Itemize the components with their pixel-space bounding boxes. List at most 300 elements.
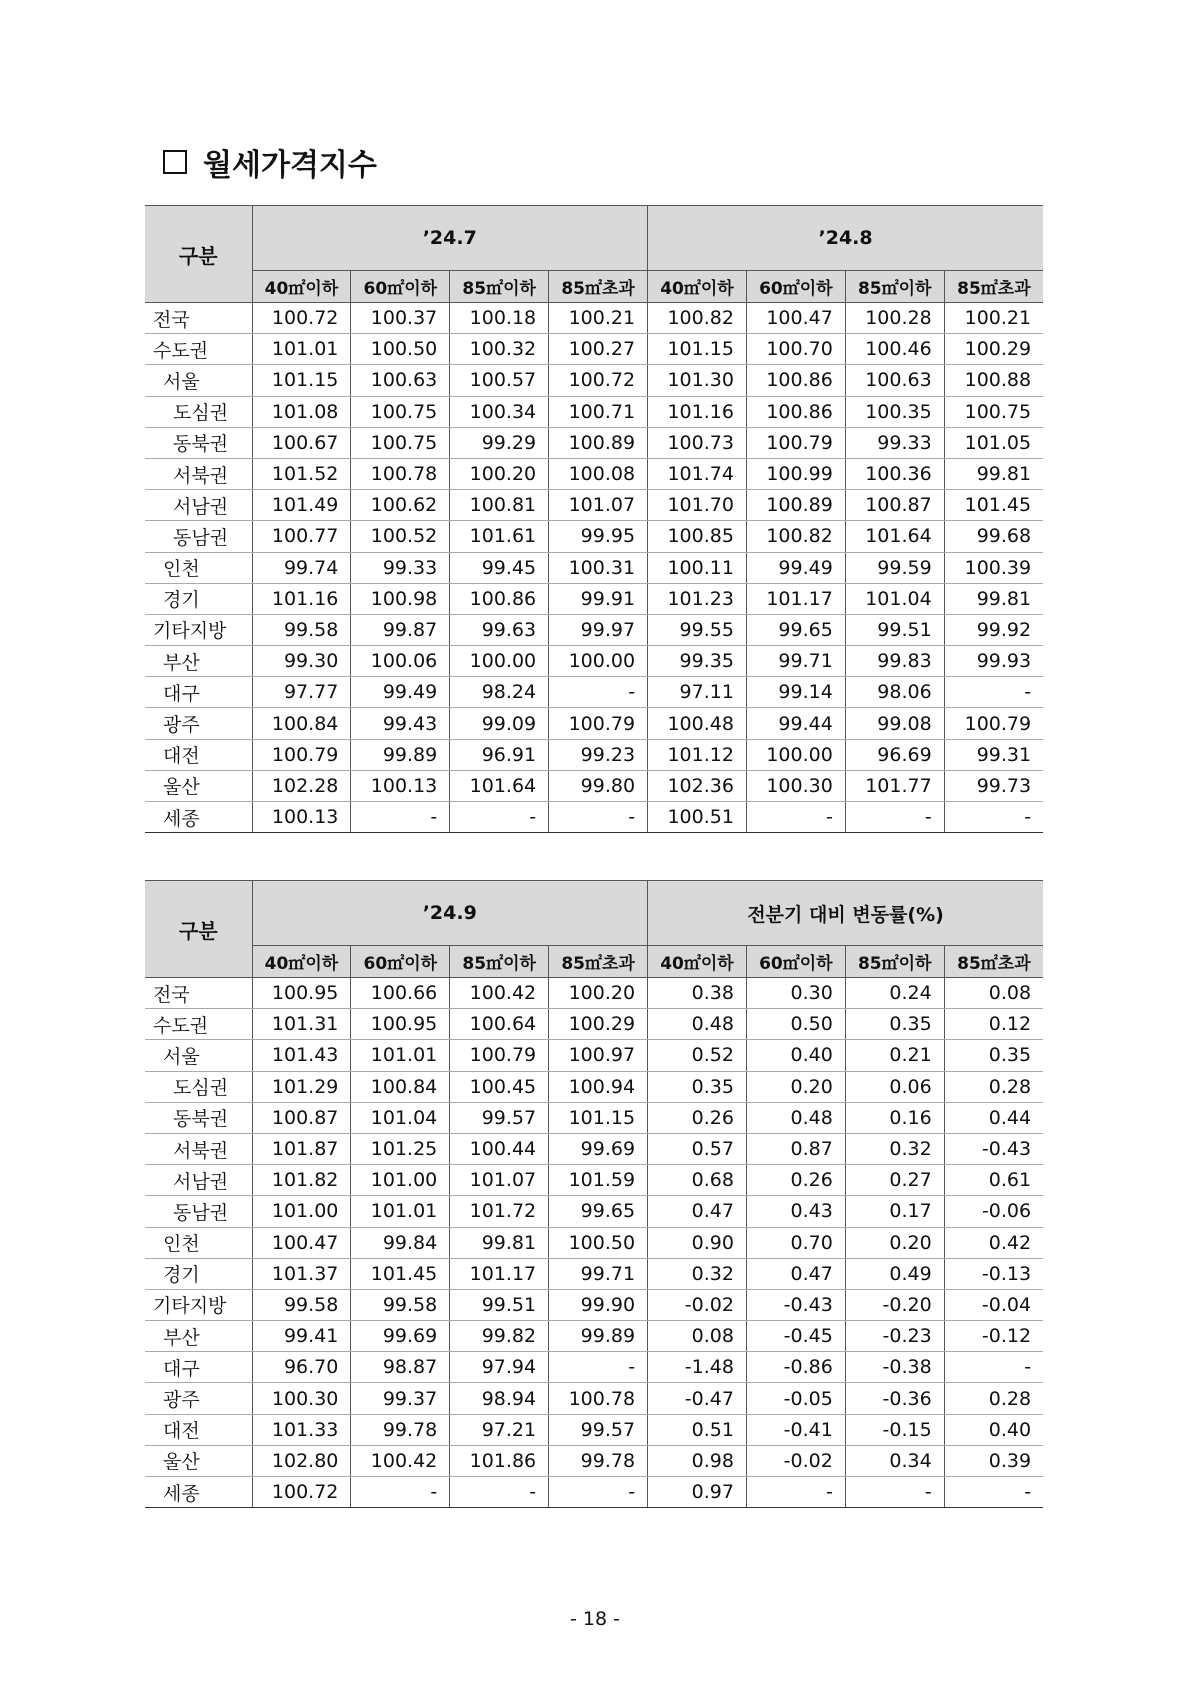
table-row — [145, 1227, 1043, 1258]
table-cell: 100.48 — [648, 708, 747, 739]
row-label: 울산 — [145, 1445, 252, 1476]
table-cell: - — [450, 1477, 549, 1508]
table-cell: - — [944, 677, 1043, 708]
table-cell: 100.31 — [549, 552, 648, 583]
table-cell: 99.51 — [450, 1289, 549, 1320]
table-cell: 101.45 — [351, 1258, 450, 1289]
table-cell: 101.64 — [450, 770, 549, 801]
table-cell: 100.97 — [549, 1040, 648, 1071]
table-cell: -0.36 — [845, 1383, 944, 1414]
table-cell: 0.98 — [648, 1445, 747, 1476]
table-cell: 0.48 — [648, 1009, 747, 1040]
table-cell: 0.34 — [845, 1445, 944, 1476]
table-cell: 100.95 — [351, 1009, 450, 1040]
table-cell: 101.23 — [648, 583, 747, 614]
table-cell: 100.85 — [648, 521, 747, 552]
table-cell: 101.87 — [252, 1133, 351, 1164]
table-cell: 100.79 — [746, 427, 845, 458]
row-label: 도심권 — [145, 1071, 252, 1102]
table-cell: -0.15 — [845, 1414, 944, 1445]
table-cell: - — [944, 1477, 1043, 1508]
row-label: 대전 — [145, 1414, 252, 1445]
table-cell: 0.26 — [648, 1102, 747, 1133]
table-cell: 101.07 — [549, 490, 648, 521]
table-cell: 100.35 — [845, 396, 944, 427]
table-cell: 101.25 — [351, 1133, 450, 1164]
table-cell: 101.04 — [845, 583, 944, 614]
table-cell: 99.35 — [648, 646, 747, 677]
table-cell: 99.81 — [944, 458, 1043, 489]
table-cell: 99.83 — [845, 646, 944, 677]
row-label: 광주 — [145, 1383, 252, 1414]
table-cell: 100.99 — [746, 458, 845, 489]
table-cell: 101.15 — [648, 334, 747, 365]
table-cell: 0.52 — [648, 1040, 747, 1071]
table-cell: 99.45 — [450, 552, 549, 583]
table-cell: 100.98 — [351, 583, 450, 614]
table-cell: 0.21 — [845, 1040, 944, 1071]
table-row — [145, 521, 1043, 552]
table-cell: 101.15 — [252, 365, 351, 396]
table-row — [145, 646, 1043, 677]
table-cell: 99.43 — [351, 708, 450, 739]
header-size-40: 40㎡이하 — [648, 946, 747, 978]
table-cell: 101.15 — [549, 1102, 648, 1133]
row-label: 울산 — [145, 770, 252, 801]
table-cell: 100.21 — [549, 303, 648, 334]
table-cell: 100.73 — [648, 427, 747, 458]
table-cell: 99.80 — [549, 770, 648, 801]
table-cell: 99.78 — [351, 1414, 450, 1445]
table-cell: 99.95 — [549, 521, 648, 552]
table-cell: -0.06 — [944, 1196, 1043, 1227]
table-cell: 100.79 — [252, 739, 351, 770]
table-cell: 100.75 — [351, 427, 450, 458]
table-cell: 99.14 — [746, 677, 845, 708]
table-cell: -0.43 — [746, 1289, 845, 1320]
table-cell: 100.47 — [746, 303, 845, 334]
row-label: 동남권 — [145, 1196, 252, 1227]
table-cell: 101.01 — [252, 334, 351, 365]
table-cell: 100.62 — [351, 490, 450, 521]
table-cell: 101.17 — [450, 1258, 549, 1289]
table-cell: 100.75 — [351, 396, 450, 427]
rent-index-table-sep-change — [145, 880, 1043, 1508]
table-row — [145, 1352, 1043, 1383]
table-cell: 0.16 — [845, 1102, 944, 1133]
table-cell: 99.57 — [450, 1102, 549, 1133]
table-cell: 100.63 — [845, 365, 944, 396]
table-cell: 99.59 — [845, 552, 944, 583]
table-row — [145, 1102, 1043, 1133]
table-cell: 100.42 — [450, 978, 549, 1009]
table-cell: 0.47 — [648, 1196, 747, 1227]
table-row — [145, 1445, 1043, 1476]
table-cell: 99.41 — [252, 1321, 351, 1352]
table-cell: 99.91 — [549, 583, 648, 614]
table-row — [145, 1196, 1043, 1227]
table-cell: - — [845, 802, 944, 833]
table-cell: 100.67 — [252, 427, 351, 458]
table-cell: 0.49 — [845, 1258, 944, 1289]
table-cell: 0.20 — [746, 1071, 845, 1102]
table-cell: 101.05 — [944, 427, 1043, 458]
table-cell: - — [944, 1352, 1043, 1383]
table-cell: 100.77 — [252, 521, 351, 552]
header-category: 구분 — [145, 206, 252, 303]
table-cell: 0.51 — [648, 1414, 747, 1445]
table-cell: 100.75 — [944, 396, 1043, 427]
header-size-60: 60㎡이하 — [351, 946, 450, 978]
table-row — [145, 1383, 1043, 1414]
table-cell: 100.82 — [746, 521, 845, 552]
header-period-group: ’24.8 — [648, 206, 1044, 271]
table-cell: - — [549, 1352, 648, 1383]
table-cell: 99.87 — [351, 614, 450, 645]
table-row — [145, 1165, 1043, 1196]
table-cell: 100.78 — [351, 458, 450, 489]
row-label: 대구 — [145, 677, 252, 708]
table-cell: 101.31 — [252, 1009, 351, 1040]
table-cell: 100.13 — [351, 770, 450, 801]
row-label: 서북권 — [145, 1133, 252, 1164]
table-cell: -0.02 — [648, 1289, 747, 1320]
table-cell: 99.33 — [351, 552, 450, 583]
table-cell: 0.40 — [746, 1040, 845, 1071]
table-cell: - — [845, 1477, 944, 1508]
table-cell: 100.39 — [944, 552, 1043, 583]
table-cell: 100.18 — [450, 303, 549, 334]
table-cell: 0.08 — [648, 1321, 747, 1352]
table-row — [145, 583, 1043, 614]
table-cell: 99.63 — [450, 614, 549, 645]
row-label: 동북권 — [145, 1102, 252, 1133]
table-cell: 0.12 — [944, 1009, 1043, 1040]
table-row — [145, 427, 1043, 458]
table-cell: - — [351, 802, 450, 833]
row-label: 서울 — [145, 1040, 252, 1071]
table-cell: 97.11 — [648, 677, 747, 708]
table-cell: 101.29 — [252, 1071, 351, 1102]
table-cell: 100.79 — [944, 708, 1043, 739]
header-size-85-over: 85㎡초과 — [944, 271, 1043, 303]
table-cell: 101.00 — [252, 1196, 351, 1227]
header-size-85-over: 85㎡초과 — [549, 271, 648, 303]
table-cell: -0.45 — [746, 1321, 845, 1352]
table-cell: 0.87 — [746, 1133, 845, 1164]
table-cell: 101.17 — [746, 583, 845, 614]
table-cell: 99.44 — [746, 708, 845, 739]
row-label: 세종 — [145, 802, 252, 833]
table-row — [145, 739, 1043, 770]
table-cell: 0.35 — [845, 1009, 944, 1040]
table-cell: 0.32 — [845, 1133, 944, 1164]
table-cell: 99.93 — [944, 646, 1043, 677]
table-row — [145, 1133, 1043, 1164]
table-cell: 101.74 — [648, 458, 747, 489]
table-cell: 99.81 — [944, 583, 1043, 614]
table-cell: 99.92 — [944, 614, 1043, 645]
table-cell: 100.42 — [351, 1445, 450, 1476]
table-cell: 0.40 — [944, 1414, 1043, 1445]
table-cell: 0.24 — [845, 978, 944, 1009]
table-cell: 99.58 — [252, 1289, 351, 1320]
table-cell: 101.77 — [845, 770, 944, 801]
table-cell: 101.16 — [252, 583, 351, 614]
table-cell: 99.49 — [351, 677, 450, 708]
table-cell: 0.28 — [944, 1383, 1043, 1414]
table-cell: 101.37 — [252, 1258, 351, 1289]
table-cell: 101.16 — [648, 396, 747, 427]
table-cell: 101.70 — [648, 490, 747, 521]
table-cell: 0.17 — [845, 1196, 944, 1227]
table-cell: 101.86 — [450, 1445, 549, 1476]
table-row — [145, 490, 1043, 521]
table-cell: 101.49 — [252, 490, 351, 521]
table-cell: 99.73 — [944, 770, 1043, 801]
table-cell: 99.81 — [450, 1227, 549, 1258]
table-cell: 100.28 — [845, 303, 944, 334]
table-cell: 101.43 — [252, 1040, 351, 1071]
table-cell: 100.86 — [746, 396, 845, 427]
table-cell: 100.06 — [351, 646, 450, 677]
table-cell: 0.39 — [944, 1445, 1043, 1476]
table-cell: 101.30 — [648, 365, 747, 396]
table-row — [145, 1258, 1043, 1289]
table-cell: 100.87 — [845, 490, 944, 521]
table-cell: -0.12 — [944, 1321, 1043, 1352]
table-cell: 97.21 — [450, 1414, 549, 1445]
table-cell: 100.89 — [746, 490, 845, 521]
table-cell: 0.43 — [746, 1196, 845, 1227]
row-label: 경기 — [145, 583, 252, 614]
table-row — [145, 802, 1043, 833]
table-cell: 101.64 — [845, 521, 944, 552]
row-label: 서남권 — [145, 490, 252, 521]
table-cell: 99.84 — [351, 1227, 450, 1258]
table-cell: 100.36 — [845, 458, 944, 489]
table-cell: 99.33 — [845, 427, 944, 458]
table-cell: 96.91 — [450, 739, 549, 770]
checkbox-square-icon — [163, 150, 187, 174]
table-row — [145, 1477, 1043, 1508]
table-cell: 101.59 — [549, 1165, 648, 1196]
table-cell: 99.65 — [746, 614, 845, 645]
table-cell: 100.29 — [549, 1009, 648, 1040]
table-cell: 100.72 — [252, 303, 351, 334]
table-cell: 100.78 — [549, 1383, 648, 1414]
table-cell: -0.20 — [845, 1289, 944, 1320]
table-cell: 100.50 — [351, 334, 450, 365]
table-cell: 100.57 — [450, 365, 549, 396]
table-cell: 99.30 — [252, 646, 351, 677]
table-cell: 100.72 — [549, 365, 648, 396]
header-change-group: 전분기 대비 변동률(%) — [648, 881, 1044, 946]
table-cell: 101.08 — [252, 396, 351, 427]
table-cell: 100.64 — [450, 1009, 549, 1040]
table-cell: 0.26 — [746, 1165, 845, 1196]
table-row — [145, 1009, 1043, 1040]
table-cell: 102.80 — [252, 1445, 351, 1476]
table-cell: 0.32 — [648, 1258, 747, 1289]
table-cell: 0.27 — [845, 1165, 944, 1196]
row-label: 서울 — [145, 365, 252, 396]
row-label: 수도권 — [145, 1009, 252, 1040]
row-label: 경기 — [145, 1258, 252, 1289]
table-cell: 0.38 — [648, 978, 747, 1009]
section-title — [163, 140, 377, 184]
table-cell: 100.08 — [549, 458, 648, 489]
table-cell: 99.58 — [252, 614, 351, 645]
table-cell: -0.38 — [845, 1352, 944, 1383]
table-cell: 101.07 — [450, 1165, 549, 1196]
table-cell: 101.04 — [351, 1102, 450, 1133]
table-cell: 0.47 — [746, 1258, 845, 1289]
row-label: 부산 — [145, 646, 252, 677]
table-cell: 0.08 — [944, 978, 1043, 1009]
table-cell: -1.48 — [648, 1352, 747, 1383]
table-cell: 100.84 — [252, 708, 351, 739]
page-number: - 18 - — [570, 1608, 620, 1630]
table-cell: 0.44 — [944, 1102, 1043, 1133]
table-row — [145, 1040, 1043, 1071]
table-row — [145, 303, 1043, 334]
table-cell: 100.88 — [944, 365, 1043, 396]
table-cell: 0.97 — [648, 1477, 747, 1508]
table-cell: 0.42 — [944, 1227, 1043, 1258]
table-cell: -0.47 — [648, 1383, 747, 1414]
table-cell: 99.57 — [549, 1414, 648, 1445]
table-cell: 102.28 — [252, 770, 351, 801]
table-cell: 100.13 — [252, 802, 351, 833]
row-label: 기타지방 — [145, 614, 252, 645]
table-cell: 100.32 — [450, 334, 549, 365]
table-cell: 100.71 — [549, 396, 648, 427]
table-cell: 98.94 — [450, 1383, 549, 1414]
table-cell: -0.04 — [944, 1289, 1043, 1320]
table-cell: 0.48 — [746, 1102, 845, 1133]
header-size-40: 40㎡이하 — [252, 946, 351, 978]
table-cell: - — [944, 802, 1043, 833]
table-cell: 99.55 — [648, 614, 747, 645]
row-label: 인천 — [145, 552, 252, 583]
row-label: 동남권 — [145, 521, 252, 552]
table-cell: -0.43 — [944, 1133, 1043, 1164]
table-cell: 0.57 — [648, 1133, 747, 1164]
table-cell: 100.30 — [746, 770, 845, 801]
table-cell: 98.24 — [450, 677, 549, 708]
table-cell: 100.79 — [549, 708, 648, 739]
table-cell: 99.31 — [944, 739, 1043, 770]
table-cell: 100.82 — [648, 303, 747, 334]
header-size-85-over: 85㎡초과 — [944, 946, 1043, 978]
table-cell: - — [746, 802, 845, 833]
table-cell: 100.46 — [845, 334, 944, 365]
table-row — [145, 1289, 1043, 1320]
header-size-40: 40㎡이하 — [648, 271, 747, 303]
row-label: 대구 — [145, 1352, 252, 1383]
table-cell: 100.21 — [944, 303, 1043, 334]
rent-index-table-jul-aug — [145, 205, 1043, 833]
row-label: 서북권 — [145, 458, 252, 489]
table-cell: 100.20 — [549, 978, 648, 1009]
section-title-text: 월세가격지수 — [203, 148, 377, 183]
header-size-85: 85㎡이하 — [845, 946, 944, 978]
table-cell: - — [549, 677, 648, 708]
table-cell: 98.06 — [845, 677, 944, 708]
header-size-85: 85㎡이하 — [450, 946, 549, 978]
table-cell: 96.70 — [252, 1352, 351, 1383]
header-size-60: 60㎡이하 — [351, 271, 450, 303]
table-cell: 0.90 — [648, 1227, 747, 1258]
table-cell: 101.61 — [450, 521, 549, 552]
row-label: 도심권 — [145, 396, 252, 427]
table-cell: 0.68 — [648, 1165, 747, 1196]
table-cell: 101.72 — [450, 1196, 549, 1227]
table-cell: 99.78 — [549, 1445, 648, 1476]
header-size-60: 60㎡이하 — [746, 946, 845, 978]
header-period-group: ’24.7 — [252, 206, 648, 271]
table-cell: 100.86 — [746, 365, 845, 396]
table-cell: 100.20 — [450, 458, 549, 489]
table-cell: 99.51 — [845, 614, 944, 645]
table-cell: 99.97 — [549, 614, 648, 645]
table-cell: 100.29 — [944, 334, 1043, 365]
table-cell: 100.63 — [351, 365, 450, 396]
row-label: 세종 — [145, 1477, 252, 1508]
header-period-group: ’24.9 — [252, 881, 648, 946]
row-label: 광주 — [145, 708, 252, 739]
table-cell: 0.35 — [944, 1040, 1043, 1071]
row-label: 서남권 — [145, 1165, 252, 1196]
table-cell: 0.30 — [746, 978, 845, 1009]
table-cell: 101.00 — [351, 1165, 450, 1196]
table-cell: 0.28 — [944, 1071, 1043, 1102]
table-cell: 100.94 — [549, 1071, 648, 1102]
table-row — [145, 1071, 1043, 1102]
table-cell: 100.44 — [450, 1133, 549, 1164]
table-cell: 99.89 — [549, 1321, 648, 1352]
table-cell: 99.90 — [549, 1289, 648, 1320]
table-cell: 99.65 — [549, 1196, 648, 1227]
table-cell: 100.70 — [746, 334, 845, 365]
table-cell: 99.49 — [746, 552, 845, 583]
row-label: 부산 — [145, 1321, 252, 1352]
table-cell: 99.74 — [252, 552, 351, 583]
table-row — [145, 978, 1043, 1009]
table-cell: 100.51 — [648, 802, 747, 833]
table-cell: -0.23 — [845, 1321, 944, 1352]
table-cell: 102.36 — [648, 770, 747, 801]
table-cell: 99.82 — [450, 1321, 549, 1352]
table-cell: 99.08 — [845, 708, 944, 739]
table-cell: 100.00 — [450, 646, 549, 677]
table-row — [145, 458, 1043, 489]
table-cell: 100.52 — [351, 521, 450, 552]
table-cell: 100.81 — [450, 490, 549, 521]
table-cell: 100.00 — [746, 739, 845, 770]
table-row — [145, 770, 1043, 801]
table-cell: 99.69 — [351, 1321, 450, 1352]
table-row — [145, 1321, 1043, 1352]
table-cell: 100.00 — [549, 646, 648, 677]
table-cell: 101.33 — [252, 1414, 351, 1445]
table-cell: 100.30 — [252, 1383, 351, 1414]
table-cell: 101.12 — [648, 739, 747, 770]
table-cell: 99.37 — [351, 1383, 450, 1414]
table-cell: 101.01 — [351, 1196, 450, 1227]
table-cell: 101.52 — [252, 458, 351, 489]
